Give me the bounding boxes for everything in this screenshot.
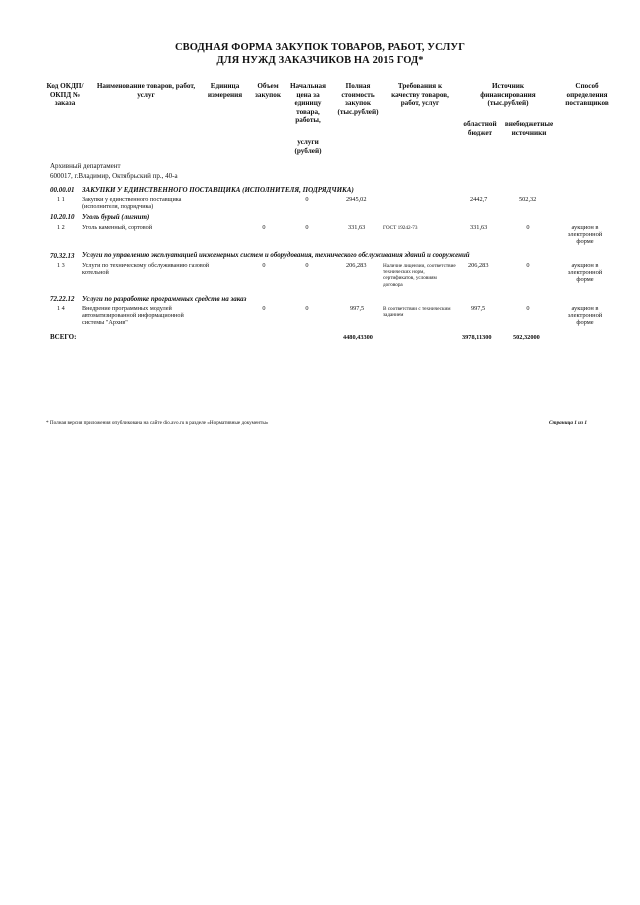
document-title-line1: СВОДНАЯ ФОРМА ЗАКУПОК ТОВАРОВ, РАБОТ, УСЛУГ [174,42,466,53]
item-name: Услуги по техническому обслуживанию газовой котельной [82,262,210,277]
section-title: Услуги по управлению эксплуатацией инженерных систем и оборудования, технического обслуживания зданий и сооружений [82,252,470,259]
section-title: Уголь бурый (лигнит) [82,213,150,221]
total-extra: 502,32000 [513,334,540,341]
header-regional-budget: областной бюджет [463,120,497,137]
header-source: Источник финансирования (тыс.рублей) [480,82,536,108]
page-number: Страница 1 из 1 [549,420,587,426]
item-requirements: ГОСТ 19242-73 [383,225,418,231]
total-cost: 4480,43300 [343,334,373,341]
header-name: Наименование товаров, работ, услуг [96,82,196,99]
item-name: Закупки у единственного поставщика (исполнителя, подрядчика) [82,196,182,211]
section-code: 70.32.13 [50,252,75,260]
item-number: 1 3 [57,262,65,269]
total-regional: 3978,11300 [462,334,492,341]
item-cost: 331,63 [348,224,366,231]
item-number: 1 4 [57,305,65,312]
item-regional: 997,5 [471,305,486,312]
header-method: Способ определения поставщиков [565,82,609,108]
item-volume: 0 [305,224,309,231]
section-code: 00.00.01 [50,186,75,194]
item-cost: 2945,02 [346,196,367,203]
section-title: ЗАКУПКИ У ЕДИНСТВЕННОГО ПОСТАВЩИКА (ИСПОЛНИТЕЛЯ, ПОДРЯДЧИКА) [82,186,354,194]
item-requirements: Наличие лицензии, соответствие технических норм, сертификатов, условиям договора [383,263,456,288]
item-extra: 0 [526,224,530,231]
header-unit: Единица измерения [207,82,243,99]
section-code: 72.22.12 [50,295,75,303]
item-extra: 502,32 [519,196,537,203]
customer-name: Архивный департамент [50,162,121,170]
item-volume: 0 [305,196,309,203]
item-requirements: В соответствии с техническим заданием [383,306,451,319]
item-method: аукцион в электронной форме [567,262,603,284]
header-code: Код ОКДП/ ОКПД № заказа [46,82,84,108]
item-regional: 206,283 [468,262,489,269]
customer-address: 600017, г.Владимир, Октябрьский пр., 40-а [50,172,178,180]
item-method: аукцион в электронной форме [567,305,603,327]
item-method: аукцион в электронной форме [567,224,603,246]
item-cost: 997,5 [350,305,365,312]
section-code: 10.20.10 [50,213,75,221]
footer-note: * Полная версия приложения опубликована на сайте dio.avo.ru в разделе «Нормативные документы» [46,420,269,426]
header-start-price-unit: услуги (рублей) [294,138,322,155]
item-number: 1 2 [57,224,65,231]
header-requirements: Требования к качеству товаров, работ, услуг [391,82,449,108]
item-regional: 331,63 [470,224,488,231]
header-full-cost: Полная стоимость закупок (тыс.рублей) [337,82,379,116]
section-title: Услуги по разработке программных средств на заказ [82,295,247,303]
header-extra-budget: внебюджетные источники [504,120,554,137]
document-title-line2: ДЛЯ НУЖД ЗАКАЗЧИКОВ НА 2015 ГОД* [216,55,424,66]
item-number: 1 1 [57,196,65,203]
item-unit: 0 [262,262,266,269]
item-extra: 0 [526,262,530,269]
item-name: Уголь каменный, сортовой [82,224,153,231]
item-regional: 2442,7 [470,196,488,203]
total-label: ВСЕГО: [50,333,77,341]
item-unit: 0 [262,305,266,312]
item-extra: 0 [526,305,530,312]
item-unit: 0 [262,224,266,231]
header-start-price: Начальная цена за единицу товара, работы, [289,82,327,125]
item-cost: 206,283 [346,262,367,269]
item-volume: 0 [305,262,309,269]
item-volume: 0 [305,305,309,312]
header-volume: Объем закупок [255,82,281,99]
item-name: Внедрение программных модулей автоматизированной информационной системы "Архив" [82,305,184,327]
